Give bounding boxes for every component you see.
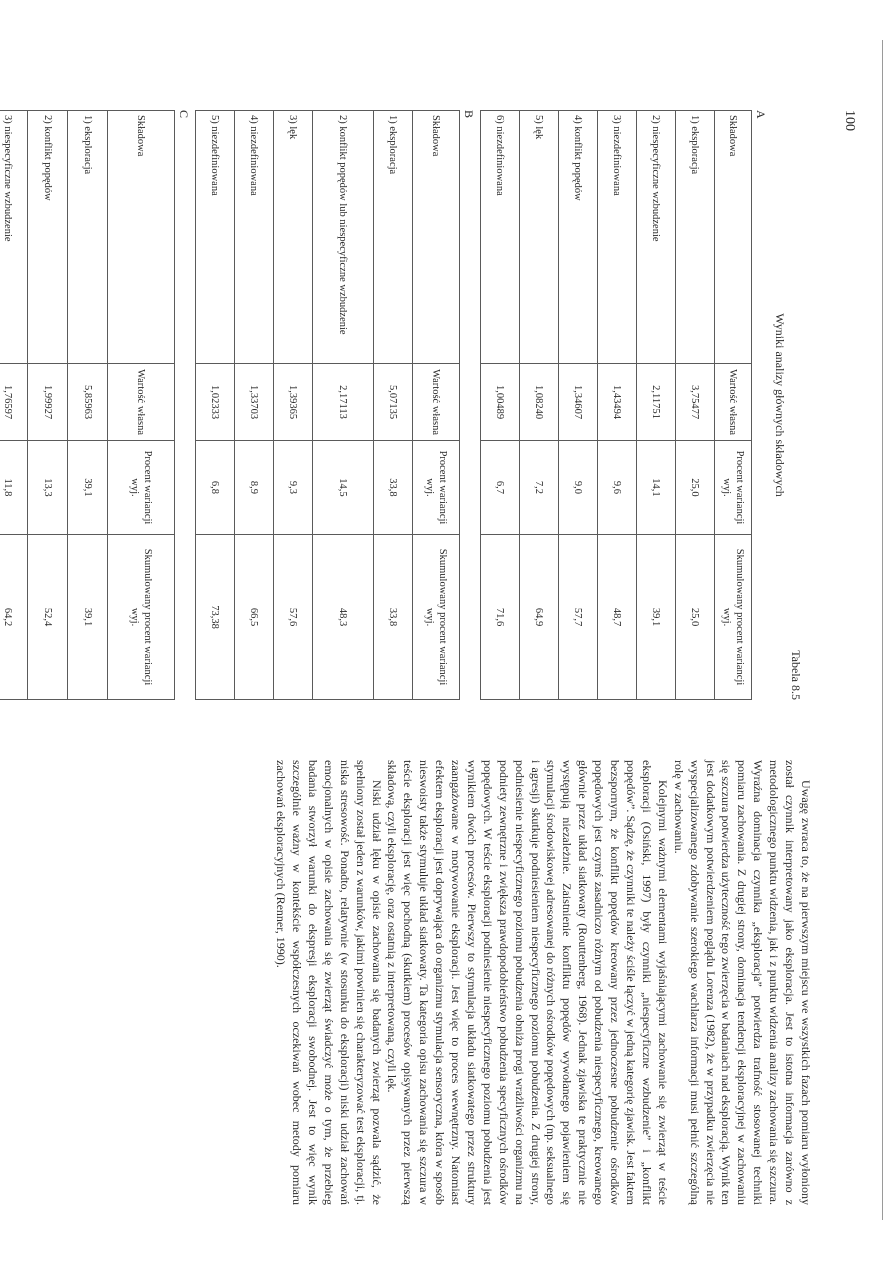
eigenvalue: 1,76597: [0, 364, 28, 441]
component-name: 2) konflikt popędów: [28, 111, 68, 364]
eigenvalue: 1,00489: [481, 364, 520, 441]
table-row: [28, 111, 68, 700]
cumulative-percent: 66,5: [235, 535, 274, 700]
header-component: Składowa: [715, 111, 752, 364]
table-row: [676, 111, 715, 700]
table-column: [0, 110, 803, 700]
component-name: 2) konflikt popędów lub niespecyficzne wzbudzenie: [313, 111, 374, 364]
table-row: [520, 111, 559, 700]
table-header-row: [108, 111, 175, 700]
variance-percent: 33,8: [374, 440, 413, 534]
variance-percent: 25,0: [676, 440, 715, 534]
cumulative-percent: 64,2: [0, 535, 28, 700]
table-row: [274, 111, 313, 700]
body-paragraph: Uwagę zwraca to, że na pierwszym miejscu we wszystkich fazach pomiaru wyłoniony został czynnik interpretowany jako eksploracja. Jest to istotna informacja zarówno z metodologicznego punktu widzenia, jak i z punktu widzenia analizy zachowania się szczura. Wyraźna dominacja czynnika „eksploracja” potwierdza trafność stosowanej techniki pomiaru zachowania. Z drugiej strony, dominacja tendencji eksploracyjnej w zachowaniu się szczura potwierdza użyteczność tego zwierzęcia w badaniach nad eksploracją. Wynik ten jest dodatkowym potwierdzeniem poglądu Lorenza (1982), że w przypadku zwierzęcia nie wyspecjalizowanego zdobywanie szerokiego wachlarza informacji musi pełnić szczególną rolę w zachowaniu.: [671, 760, 813, 1205]
variance-percent: 9,3: [274, 440, 313, 534]
cumulative-percent: 48,3: [313, 535, 374, 700]
eigenvalue: 2,17113: [313, 364, 374, 441]
component-name: 3) lęk: [274, 111, 313, 364]
component-name: 4) niezdefiniowana: [235, 111, 274, 364]
cumulative-percent: 52,4: [28, 535, 68, 700]
header-variance-percent: Procent wariancji wyj.: [108, 440, 175, 534]
body-paragraph: Niski udział lęku w opisie zachowania się badanych zwierząt pozwala sądzić, że spełniony został jeden z warunków, jakimi powinien się charakteryzować test eksploracji, tj. niska stresowość. Ponadto, relatywnie (w stosunku do eksploracji) niski udział zachowań emocjonalnych w opisie zachowania się zwierząt świadczyć może o tym, że przebieg badania stworzył warunki do ekspresji eksploracji swobodnej. Jest to więc wynik szczególnie ważny w kontekście współczesnych oczekiwań wobec metody pomiaru zachowań eksploracyjnych (Renner, 1990).: [274, 760, 384, 1205]
eigenvalue: 1,08240: [520, 364, 559, 441]
body-text-column: [272, 760, 813, 1205]
table-row: [559, 111, 598, 700]
cumulative-percent: 48,7: [598, 535, 637, 700]
cumulative-percent: 25,0: [676, 535, 715, 700]
header-eigenvalue: Wartość własna: [715, 364, 752, 441]
component-name: 5) niezdefiniowana: [196, 111, 235, 364]
eigenvalue: 2,11751: [637, 364, 676, 441]
cumulative-percent: 73,38: [196, 535, 235, 700]
header-variance-percent: Procent wariancji wyj.: [413, 440, 460, 534]
header-component: Składowa: [413, 111, 460, 364]
variance-percent: 14,1: [637, 440, 676, 534]
table-row: [0, 111, 28, 700]
cumulative-percent: 57,6: [274, 535, 313, 700]
eigenvalue: 3,75477: [676, 364, 715, 441]
table-reference: Tabela 8.5: [789, 650, 803, 700]
component-name: 3) niespecyficzne wzbudzenie: [0, 111, 28, 364]
eigenvalue: 1,33703: [235, 364, 274, 441]
cumulative-percent: 64,9: [520, 535, 559, 700]
scan-edge-line: [882, 40, 883, 1220]
component-name: 1) eksploracja: [374, 111, 413, 364]
table-row: [598, 111, 637, 700]
table-section-b: [195, 110, 460, 700]
section-letter-c: C: [177, 110, 191, 119]
variance-percent: 9,0: [559, 440, 598, 534]
cumulative-percent: 57,7: [559, 535, 598, 700]
variance-percent: 7,2: [520, 440, 559, 534]
table-header-row: [715, 111, 752, 700]
variance-percent: 6,7: [481, 440, 520, 534]
header-variance-percent: Procent wariancji wyj.: [715, 440, 752, 534]
section-letter-a: A: [754, 110, 768, 119]
cumulative-percent: 71,6: [481, 535, 520, 700]
header-eigenvalue: Wartość własna: [413, 364, 460, 441]
variance-percent: 14,5: [313, 440, 374, 534]
eigenvalue: 1,43494: [598, 364, 637, 441]
table-row: [313, 111, 374, 700]
header-cumulative-percent: Skumulowany procent wariancji wyj.: [715, 535, 752, 700]
table-title: Wyniki analizy głównych składowych: [773, 313, 787, 497]
cumulative-percent: 33,8: [374, 535, 413, 700]
cumulative-percent: 39,1: [68, 535, 108, 700]
body-paragraph: Kolejnymi ważnymi elementami wyjaśniającymi zachowanie się zwierząt w teście eksploracji (Osiński, 1997) były czynniki „niespecyficzne wzbudzenie” i „konflikt popędów”. Sądzę, że czynniki te należy ściśle łączyć w jedną kategorię zjawisk. Jest faktem bezspornym, że konflikt popędów kreowany przez jednoczesne pobudzenie ośrodków popędowych jest czymś zasadniczo różnym od pobudzenia niespecyficznego, kreowanego głównie przez układ siatkowaty (Routtenberg, 1968). Jednak zjawiska te praktycznie nie występują niezależnie. Zaistnienie konfliktu popędów wywołanego pojawieniem się stymulacji środowiskowej adresowanej do różnych ośrodków popędowych (np. seksualnego i agresji) skutkuje podniesieniem niespecyficznego poziomu pobudzenia. Z drugiej strony, podniesienie niespecyficznego poziomu pobudzenia obniża progi wrażliwości organizmu na podniety zewnętrzne i zwiększa prawdopodobieństwo pobudzenia specyficznych ośrodków popędowych. W teście eksploracji podniesienie niespecyficznego poziomu pobudzenia jest wynikiem dwóch procesów. Pierwszy to stymulacja układu siatkowatego przez struktury zaangażowane w motywowanie eksploracji. Jest więc to proces wewnętrzny. Natomiast efektem eksploracji jest doprywająca do organizmu stymulacja sensoryczna, która w sposób nieswoisty także stymuluje układ siatkowaty. Ta kategoria opisu zachowania się szczura w teście eksploracji jest więc pochodną (skutkiem) procesów opisywanych przez pierwszą składową, czyli eksplorację, oraz ostatnią z interpretowaną, czyli lęk.: [385, 760, 670, 1205]
eigenvalue: 5,85963: [68, 364, 108, 441]
table-row: [196, 111, 235, 700]
header-cumulative-percent: Skumulowany procent wariancji wyj.: [108, 535, 175, 700]
table-row: [374, 111, 413, 700]
component-name: 6) niezdefiniowana: [481, 111, 520, 364]
section-letter-b: B: [462, 110, 476, 119]
table-section-a: [480, 110, 752, 700]
variance-percent: 9,6: [598, 440, 637, 534]
eigenvalue: 1,02333: [196, 364, 235, 441]
component-name: 4) konflikt popędów: [559, 111, 598, 364]
variance-percent: 8,9: [235, 440, 274, 534]
variance-percent: 13,3: [28, 440, 68, 534]
header-eigenvalue: Wartość własna: [108, 364, 175, 441]
table-row: [481, 111, 520, 700]
header-cumulative-percent: Skumulowany procent wariancji wyj.: [413, 535, 460, 700]
table-section-c: [0, 110, 175, 700]
variance-percent: 6,8: [196, 440, 235, 534]
component-name: 5) lęk: [520, 111, 559, 364]
cumulative-percent: 39,1: [637, 535, 676, 700]
header-component: Składowa: [108, 111, 175, 364]
table-row: [235, 111, 274, 700]
component-name: 1) eksploracja: [676, 111, 715, 364]
table-row: [637, 111, 676, 700]
page-number: 100: [842, 110, 857, 131]
eigenvalue: 1,99927: [28, 364, 68, 441]
variance-percent: 11,8: [0, 440, 28, 534]
eigenvalue: 5,07135: [374, 364, 413, 441]
variance-percent: 39,1: [68, 440, 108, 534]
table-header-row: [413, 111, 460, 700]
eigenvalue: 1,39365: [274, 364, 313, 441]
component-name: 2) niespecyficzne wzbudzenie: [637, 111, 676, 364]
component-name: 1) eksploracja: [68, 111, 108, 364]
eigenvalue: 1,34607: [559, 364, 598, 441]
component-name: 3) niezdefiniowana: [598, 111, 637, 364]
table-row: [68, 111, 108, 700]
